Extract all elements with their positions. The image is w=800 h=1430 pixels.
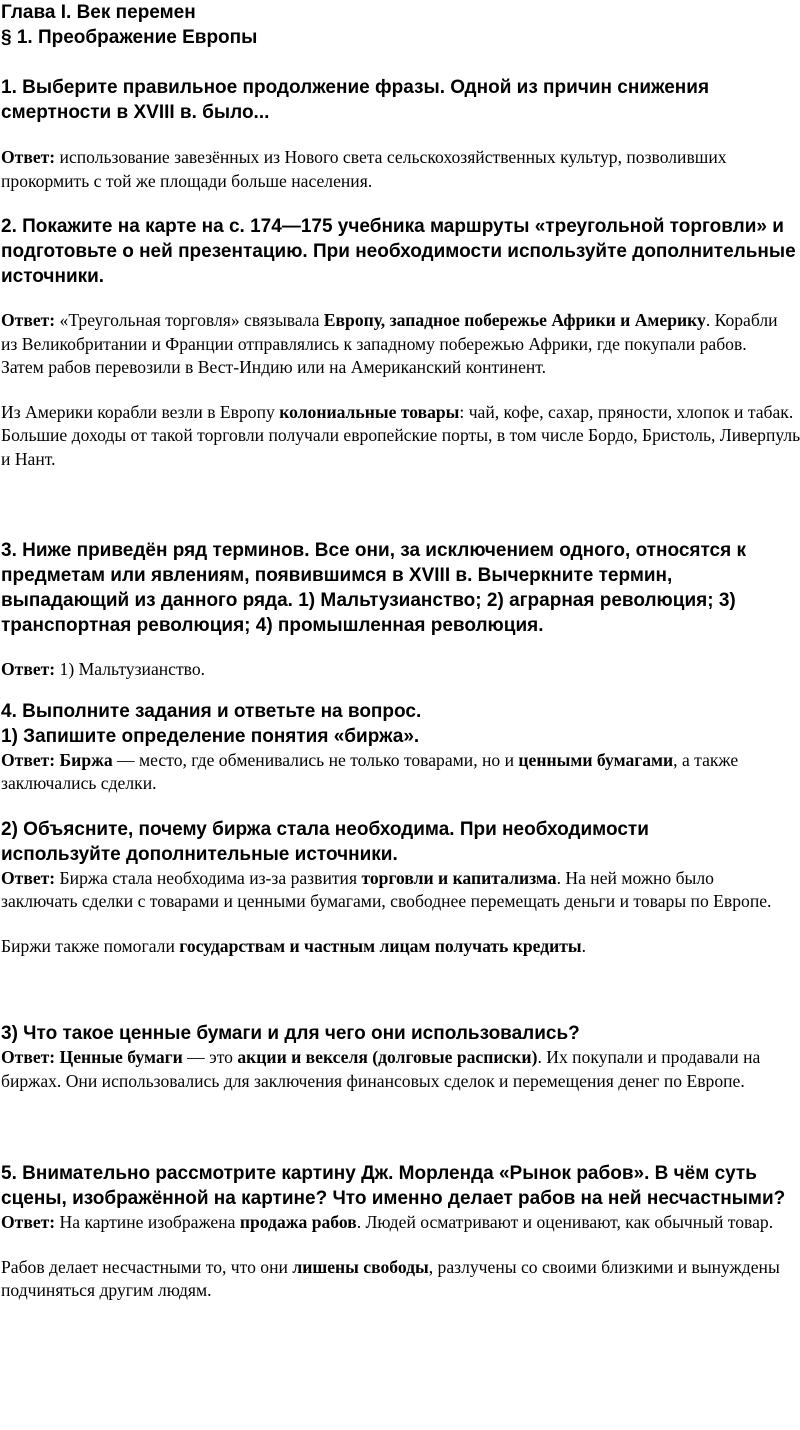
answer-label: Ответ: — [1, 147, 56, 167]
answer-2-bold: Европу, западное побережье Африки и Америку — [323, 310, 706, 330]
answer-5-bold: лишены свободы — [292, 1256, 429, 1277]
answer-5-paragraph-2 — [1, 1256, 791, 1303]
answer-4-2-paragraph-1 — [1, 867, 776, 914]
answer-1 — [1, 146, 771, 193]
answer-4-3-bold: акции и векселя (долговые расписки) — [237, 1047, 538, 1067]
answer-3 — [1, 658, 800, 682]
answer-4-1-text: — место, где обменивались не только товарами, но и — [112, 749, 519, 770]
answer-2-text: Из Америки корабли везли в Европу — [1, 401, 280, 422]
answer-label: Ответ: — [1, 659, 56, 679]
question-2: 2. Покажите на карте на с. 174—175 учебника маршруты «треугольной торговли» и подготовьте о ней презентацию. При необходимости используйте дополнительные источники. — [1, 216, 796, 287]
answer-4-2-text: Биржи также помогали — [1, 935, 180, 956]
question-5: 5. Внимательно рассмотрите картину Дж. Морленда «Рынок рабов». В чём суть сцены, изображённой на картине? Что именно делает рабов на ней несчастными? — [1, 1163, 786, 1209]
answer-2-bold: колониальные товары — [279, 401, 460, 422]
answer-5-text: На картине изображена — [59, 1212, 240, 1232]
answer-label: Ответ: — [1, 1047, 56, 1067]
answer-4-2-paragraph-2 — [1, 935, 800, 959]
answer-2-text: : чай, кофе, сахар, пряности, хлопок и табак. Большие доходы от такой торговли получали европейские порты, в том числе Бордо, Бристоль, Ливерпуль и Нант. — [1, 401, 800, 469]
answer-label: Ответ: — [1, 867, 56, 888]
answer-4-2-bold: торговли и капитализма — [361, 867, 557, 888]
answer-label: Ответ: — [1, 310, 56, 330]
answer-4-1-text: , а также заключались сделки. — [1, 749, 739, 793]
answer-label: Ответ: — [1, 1212, 56, 1232]
answer-4-1-term: Биржа — [59, 749, 113, 770]
answer-4-1 — [1, 749, 791, 796]
answer-5-text: , разлучены со своими близкими и вынуждены подчиняться другим людям. — [1, 1256, 780, 1300]
question-4-1: 1) Запишите определение понятия «биржа». — [1, 725, 420, 747]
section-title: § 1. Преображение Европы — [1, 27, 258, 48]
answer-4-3-text: — это — [182, 1047, 238, 1067]
answer-4-2-bold: государствам и частным лицам получать кредиты — [179, 935, 582, 956]
answer-3-text: 1) Мальтузианство. — [59, 659, 206, 679]
answer-5-paragraph-1 — [1, 1211, 781, 1235]
answer-2-paragraph-2 — [1, 401, 800, 472]
answer-4-3-term: Ценные бумаги — [59, 1047, 183, 1067]
question-3: 3. Ниже приведён ряд терминов. Все они, за исключением одного, относятся к предметам или явлениям, появившимся в XVIII в. Вычеркните термин, выпадающий из данного ряда. 1) Мальтузианство; 2) аграрная революция; 3) транспортная революция; 4) промышленная революция. — [1, 540, 746, 636]
answer-4-3 — [1, 1046, 781, 1093]
answer-5-text: Рабов делает несчастными то, что они — [1, 1256, 293, 1277]
answer-4-2-text: . На ней можно было заключать сделки с товарами и ценными бумагами, свободнее перемещать деньги и товары по Европе. — [1, 867, 772, 911]
answer-4-2-text: . — [581, 935, 587, 956]
answer-4-3-text: . Их покупали и продавали на биржах. Они использовались для заключения финансовых сделок и перемещения денег по Европе. — [1, 1047, 761, 1091]
answer-2-text: . Корабли из Великобритании и Франции отправлялись к западному побережью Африки, где покупали рабов. Затем рабов перевозили в Вест-Индию или на Американский континент. — [1, 310, 778, 377]
question-4-2: 2) Объясните, почему биржа стала необходима. При необходимости используйте дополнительные источники. — [1, 818, 649, 865]
answer-2-text: «Треугольная торговля» связывала — [59, 310, 324, 330]
answer-5-text: . Людей осматривают и оценивают, как обычный товар. — [356, 1212, 774, 1232]
question-4: 4. Выполните задания и ответьте на вопрос. — [1, 700, 422, 722]
answer-5-bold: продажа рабов — [239, 1212, 357, 1232]
answer-4-1-bold: ценными бумагами — [518, 749, 674, 770]
answer-2-paragraph-1 — [1, 309, 791, 380]
question-1: 1. Выберите правильное продолжение фразы. Одной из причин снижения смертности в XVIII в. было... — [1, 77, 710, 123]
question-4-3: 3) Что такое ценные бумаги и для чего они использовались? — [1, 1023, 580, 1044]
answer-1-text: использование завезённых из Нового света сельскохозяйственных культур, позволивших прокормить с той же площади больше населения. — [1, 147, 727, 191]
answer-4-2-text: Биржа стала необходима из-за развития — [59, 867, 362, 888]
chapter-title: Глава I. Век перемен — [1, 2, 196, 23]
answer-label: Ответ: — [1, 749, 56, 770]
